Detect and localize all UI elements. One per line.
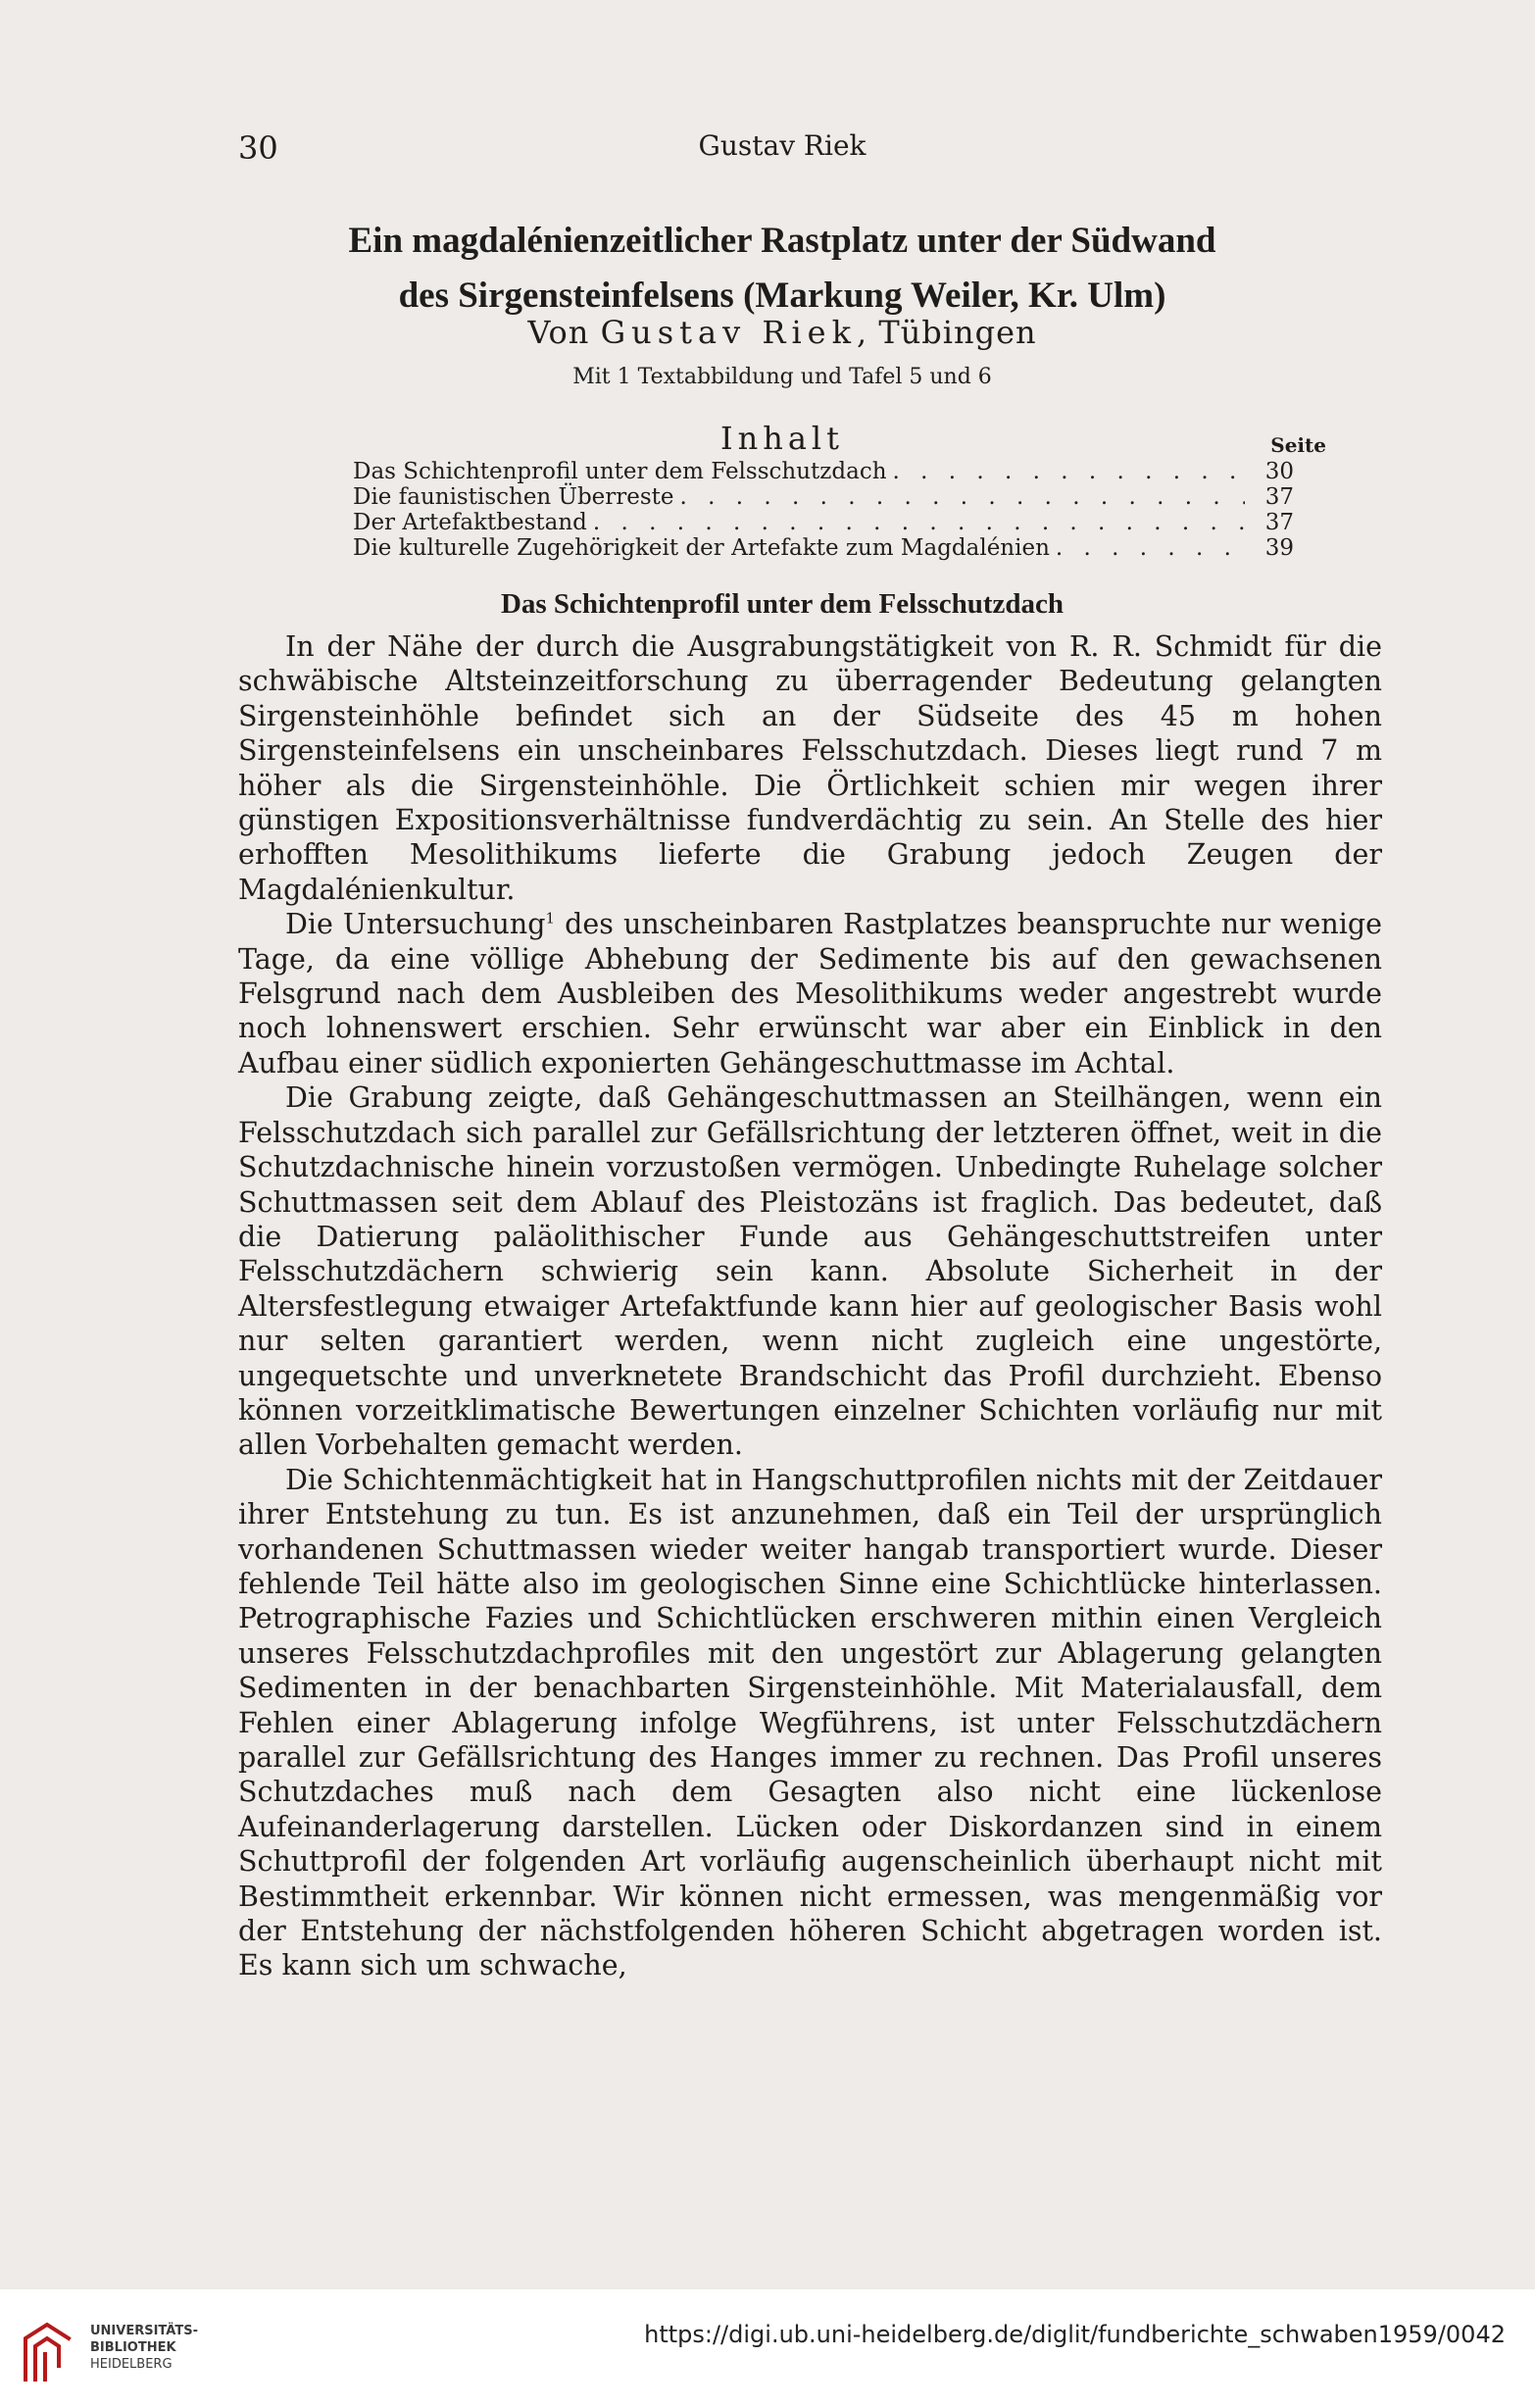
paragraph-start: Die Untersuchung: [285, 908, 546, 941]
body-text: [238, 629, 1382, 1983]
toc-entry-title: Die faunistischen Überreste: [353, 484, 674, 510]
table-of-contents: [353, 459, 1294, 561]
page-header: [238, 129, 1326, 169]
toc-entry-page: 30: [1264, 459, 1294, 484]
footnote-marker[interactable]: 1: [545, 909, 556, 928]
byline-prefix: Von: [527, 314, 590, 351]
toc-entry-page: 39: [1264, 535, 1294, 561]
university-library-logo-icon: [18, 2317, 76, 2385]
toc-entry: [353, 510, 1294, 535]
toc-entry-page: 37: [1264, 510, 1294, 535]
toc-entry-title: Der Artefaktbestand: [353, 510, 587, 535]
paragraph-rest: des unscheinbaren Rastplatzes beanspruchte nur wenige Tage, da eine völlige Abhebung der Sedimente bis auf den gewachsenen Felsgrund nach dem Ausbleiben des Mesolithikums weder angestrebt wurde noch lohnenswert erschien. Sehr erwünscht war aber ein Einblick in den Aufbau einer südlich exponierten Gehängeschuttmasse im Achtal.: [238, 908, 1382, 1079]
paragraph: [238, 907, 1382, 1080]
running-head: Gustav Riek: [698, 129, 867, 162]
illustrations-note: Mit 1 Textabbildung und Tafel 5 und 6: [572, 365, 992, 389]
article-title-line-1: Ein magdalénienzeitlicher Rastplatz unter der Südwand: [348, 221, 1216, 261]
library-name-line: BIBLIOTHEK: [90, 2340, 176, 2355]
byline: [238, 314, 1326, 351]
article-title: [238, 214, 1326, 324]
paragraph: In der Nähe der durch die Ausgrabungstätigkeit von R. R. Schmidt für die schwäbische Altsteinzeitforschung zu überragender Bedeutung gelangten Sirgensteinhöhle befindet sich an der Südseite des 45 m hohen Sirgensteinfelsens ein unscheinbares Felsschutzdach. Dieses liegt rund 7 m höher als die Sirgensteinhöhle. Die Örtlichkeit schien mir wegen ihrer günstigen Expositionsverhältnisse fundverdächtig zu sein. An Stelle des hier erhofften Mesolithikums lieferte die Grabung jedoch Zeugen der Magdalénienkultur.: [238, 630, 1382, 906]
toc-leader-dots: [674, 484, 1245, 510]
byline-author: Gustav Riek: [600, 314, 857, 351]
page-number: 30: [238, 129, 278, 167]
paragraph: Die Grabung zeigte, daß Gehängeschuttmassen an Steilhängen, wenn ein Felsschutzdach sich parallel zur Gefällsrichtung der letzteren öffnet, weit in die Schutzdachnische hinein vorzustoßen vermögen. Unbedingte Ruhelage solcher Schuttmassen seit dem Ablauf des Pleistozäns ist fraglich. Das bedeutet, daß die Datierung paläolithischer Funde aus Gehängeschuttstreifen unter Felsschutzdächern schwierig sein kann. Absolute Sicherheit in der Altersfestlegung etwaiger Artefaktfunde kann hier auf geologischer Basis wohl nur selten garantiert werden, wenn nicht zugleich eine ungestörte, ungequetschte und unverknetete Brandschicht das Profil durchzieht. Ebenso können vorzeitklimatische Bewertungen einzelner Schichten vorläufig nur mit allen Vorbehalten gemacht werden.: [238, 1081, 1382, 1462]
toc-entry: [353, 484, 1294, 510]
toc-entry-title: Das Schichtenprofil unter dem Felsschutzdach: [353, 459, 887, 484]
byline-affiliation: , Tübingen: [857, 314, 1037, 351]
toc-leader-dots: [587, 510, 1245, 535]
library-name-line: HEIDELBERG: [90, 2357, 173, 2372]
toc-heading: Inhalt: [719, 420, 845, 457]
toc-entry-title: Die kulturelle Zugehörigkeit der Artefakte zum Magdalénien: [353, 535, 1050, 561]
library-name: [90, 2323, 198, 2373]
library-name-line: UNIVERSITÄTS-: [90, 2324, 198, 2338]
article-title-line-2: des Sirgensteinfelsens (Markung Weiler, Kr. Ulm): [398, 276, 1166, 316]
toc-entry-page: 37: [1264, 484, 1294, 510]
paragraph: Die Schichtenmächtigkeit hat in Hangschuttprofilen nichts mit der Zeitdauer ihrer Entstehung zu tun. Es ist anzunehmen, daß ein Teil der ursprünglich vorhandenen Schuttmassen wieder weiter hangab transportiert wurde. Dieser fehlende Teil hätte also im geologischen Sinne eine Schichtlücke hinterlassen. Petrographische Fazies und Schichtlücken erschweren mithin einen Vergleich unseres Felsschutzdachprofiles mit den ungestört zur Ablagerung gelangten Sedimenten in der benachbarten Sirgensteinhöhle. Mit Materialausfall, dem Fehlen einer Ablagerung infolge Wegführens, ist unter Felsschutzdächern parallel zur Gefällsrichtung des Hanges immer zu rechnen. Das Profil unseres Schutzdaches muß nach dem Gesagten also nicht eine lückenlose Aufeinanderlagerung darstellen. Lücken oder Diskordanzen sind in einem Schuttprofil der folgenden Art vorläufig augenscheinlich überhaupt nicht mit Bestimmtheit erkennbar. Wir können nicht ermessen, was mengenmäßig vor der Entstehung der nächstfolgenden höheren Schicht abgetragen worden ist. Es kann sich um schwache,: [238, 1463, 1382, 1982]
digitization-footer: [0, 2289, 1535, 2408]
toc-page-label: Seite: [1270, 433, 1326, 457]
toc-leader-dots: [1050, 535, 1245, 561]
toc-leader-dots: [887, 459, 1245, 484]
section-heading: Das Schichtenprofil unter dem Felsschutzdach: [500, 588, 1065, 620]
permalink-url[interactable]: https://digi.ub.uni-heidelberg.de/diglit/fundberichte_schwaben1959/0042: [644, 2321, 1506, 2348]
toc-entry: [353, 535, 1294, 561]
toc-entry: [353, 459, 1294, 484]
